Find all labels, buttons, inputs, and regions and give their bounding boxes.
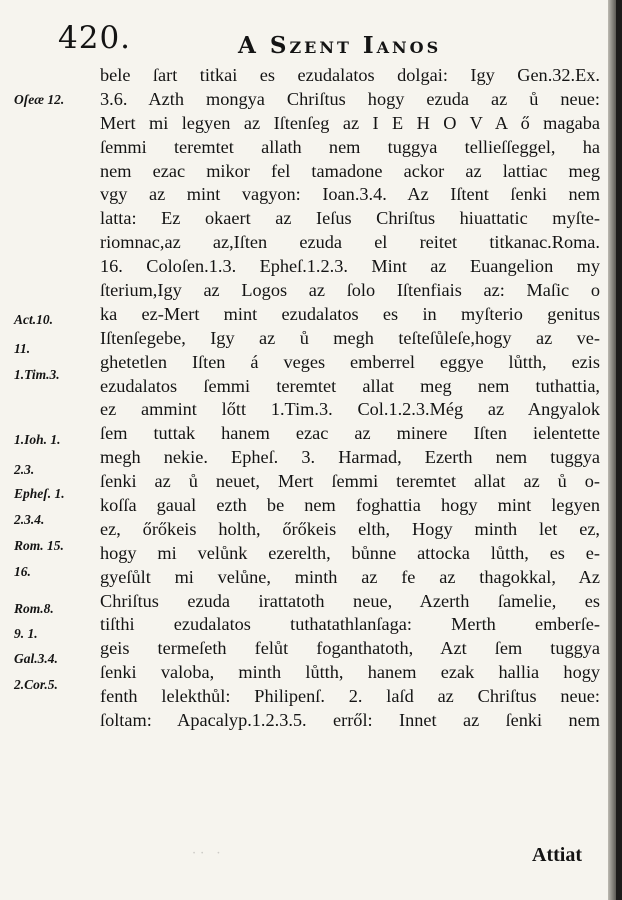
margin-reference: 2.3.4. [14, 512, 45, 527]
margin-reference: Act.10. [14, 312, 53, 327]
text-line: megh nekie. Epheſ. 3. Harmad, Ezerth nem tuggya [100, 447, 600, 468]
margin-reference: 1.Ioh. 1. [14, 432, 61, 447]
text-line: ſterium,Igy az Logos az ſolo Iſtenfiais az: Maſic o [100, 280, 600, 301]
text-line: ſem tuttak hanem ezac az minere Iſten ielentette [100, 423, 600, 444]
text-line: Mert mi legyen az Iſtenſeg az I E H O V A ő magaba [100, 112, 600, 133]
text-line: fenth lelekthůl: Philipenſ. 2. laſd az Chriſtus neue: [100, 686, 600, 707]
text-line: ghetetlen Iſten á veges emberrel eggye lůtth, ezis [100, 351, 600, 372]
book-spine-edge [616, 0, 622, 900]
margin-reference: 2.Cor.5. [14, 677, 58, 692]
text-line: koſſa gaual ezth be nem foghattia hogy mint legyen [100, 495, 600, 516]
catchword: Attiat [532, 844, 582, 866]
page-number: 420. [58, 20, 132, 56]
text-line: ſemmi teremtet allath nem tuggya tellieſſeggel, ha [100, 136, 600, 157]
text-line: ez, őrőkeis holth, őrőkeis elth, Hogy minth let ez, [100, 518, 600, 539]
text-line: latta: Ez okaert az Ieſus Chriſtus hiuattatic myſte- [100, 208, 600, 229]
text-line: geis termeſeth felůt foganthatoth, Azt ſem tuggya [100, 638, 600, 659]
margin-reference: 9. 1. [14, 626, 38, 641]
margin-reference: Oſeæ 12. [14, 92, 65, 107]
text-line: tiſthi ezudalatos tuthatathlanſaga: Merth emberſe- [100, 614, 600, 635]
text-line: Iſtenſegebe, Igy az ů megh teſteſůleſe,hogy az ve- [100, 327, 600, 348]
text-line: vgy az mint vagyon: Ioan.3.4. Az Iſtent ſenki nem [100, 184, 600, 205]
text-line: ezudalatos ſemmi teremtet allat meg nem tuthattia, [100, 375, 600, 396]
margin-reference: 16. [14, 564, 31, 579]
text-line: ſenki valoba, minth lůtth, hanem ezak hallia hogy [100, 662, 600, 683]
text-line: 3.6. Azth mongya Chriſtus hogy ezuda az ů neue: [100, 88, 600, 109]
text-line: 16. Coloſen.1.3. Epheſ.1.2.3. Mint az Euangelion my [100, 256, 600, 277]
text-line: riomnac,az az,Iſten ezuda el reitet titkanac.Roma. [100, 232, 600, 253]
text-line: hogy mi velůnk ezerelth, bůnne attocka lůtth, es e- [100, 542, 600, 563]
text-line: ka ez-Mert mint ezudalatos es in myſterio genitus [100, 303, 600, 324]
text-line: bele ſart titkai es ezudalatos dolgai: Igy Gen.32.Ex. [100, 65, 600, 85]
running-head: A Szent Ianos [238, 32, 442, 59]
text-line: Chriſtus ezuda irattatoth neue, Azerth ſamelie, es [100, 590, 600, 611]
margin-reference: Gal.3.4. [14, 651, 58, 666]
margin-reference: 2.3. [14, 462, 35, 477]
margin-reference: 11. [14, 341, 31, 356]
text-line: ſoltam: Apacalyp.1.2.3.5. erről: Innet az ſenki nem [100, 710, 600, 731]
margin-reference: Rom. 15. [14, 538, 64, 553]
margin-reference: Epheſ. 1. [14, 486, 65, 501]
margin-reference: 1.Tim.3. [14, 367, 60, 382]
margin-reference: Rom.8. [14, 601, 54, 616]
faded-ink-mark: ·· · [192, 846, 225, 861]
text-line: ſenki az ů neuet, Mert ſemmi teremtet allat az ů o- [100, 471, 600, 492]
text-line: nem ezac mikor fel tamadone ackor az lattiac meg [100, 160, 600, 181]
body-text [100, 64, 600, 733]
text-line: gyeſůlt mi velůne, minth az fe az thagokkal, Az [100, 566, 600, 587]
text-line: ez ammint lőtt 1.Tim.3. Col.1.2.3.Még az Angyalok [100, 399, 600, 420]
